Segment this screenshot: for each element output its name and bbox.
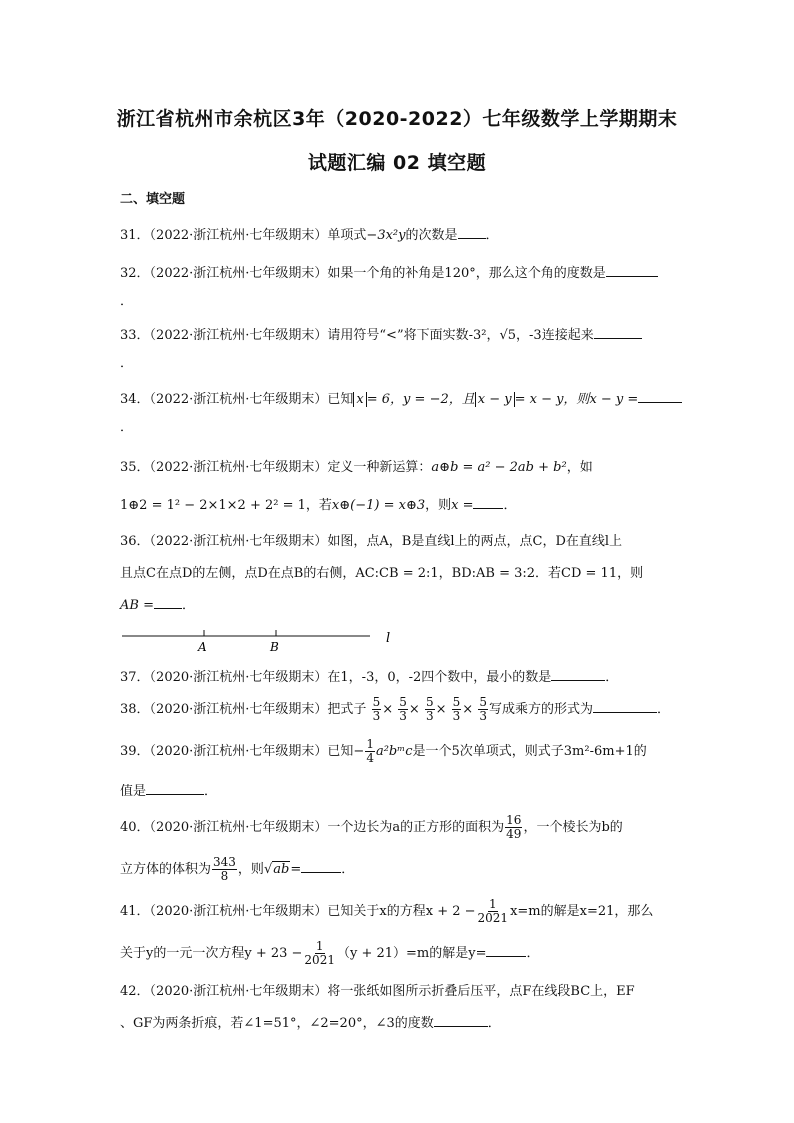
question-42-line-2: 、GF为两条折痕，若∠1=51°，∠2=20°，∠3的度数 ． bbox=[120, 1016, 501, 1031]
answer-blank[interactable] bbox=[606, 264, 658, 277]
label-l: l bbox=[386, 631, 391, 646]
answer-blank[interactable] bbox=[593, 700, 657, 713]
question-35-line-2: 1⊕2 = 1² − 2×1×2 + 2² = 1，若x⊕(−1) = x⊕3，则x = ． bbox=[120, 498, 517, 513]
answer-blank[interactable] bbox=[638, 390, 682, 403]
question-37: 37．（2020·浙江杭州·七年级期末）在1，-3，0，-2四个数中，最小的数是 ． bbox=[120, 670, 619, 685]
answer-blank[interactable] bbox=[146, 782, 204, 795]
answer-blank[interactable] bbox=[551, 668, 605, 681]
label-a: A bbox=[198, 640, 207, 654]
answer-blank[interactable] bbox=[594, 326, 642, 339]
answer-blank[interactable] bbox=[154, 596, 182, 609]
question-36-line-2: 且点C在点D的左侧，点D在点B的右侧，AC:CB = 2:1，BD:AB = 3:2．若CD = 11，则 bbox=[120, 566, 644, 581]
line-figure-36 bbox=[120, 622, 410, 656]
question-40-line-2: 立方体的体积为 $\frac{343}{8}$ ，则√ab= ． bbox=[120, 855, 355, 883]
answer-blank[interactable] bbox=[434, 1014, 488, 1027]
question-41: 41．（2020·浙江杭州·七年级期末）已知关于x的方程x + 2 − $\frac{1}{2021}$ x=m的解是x=21，那么 bbox=[120, 897, 654, 925]
question-33: 33．（2022·浙江杭州·七年级期末）请用符号“<”将下面实数-3²，√5，-3连接起来 bbox=[120, 324, 642, 343]
question-36-line-3: AB = ． bbox=[120, 598, 195, 613]
question-34: 34．（2022·浙江杭州·七年级期末）已知 x = 6，y = −2，且 x − y = x − y，则x − y = bbox=[120, 388, 682, 407]
question-40: 40．（2020·浙江杭州·七年级期末）一个边长为a的正方形的面积为 $\frac{16}{49}$ ，一个棱长为b的 bbox=[120, 813, 623, 841]
label-b: B bbox=[270, 640, 279, 654]
question-36: 36．（2022·浙江杭州·七年级期末）如图，点A，B是直线l上的两点，点C，D在直线l上 bbox=[120, 534, 623, 549]
question-41-line-2: 关于y的一元一次方程y + 23 − $\frac{1}{2021}$ （y + 21）=m的解是y= ． bbox=[120, 939, 540, 967]
question-31: 31．（2022·浙江杭州·七年级期末）单项式−3x²y的次数是 ． bbox=[120, 228, 499, 243]
answer-blank[interactable] bbox=[301, 860, 341, 873]
answer-blank[interactable] bbox=[473, 496, 503, 509]
doc-title-line-1: 浙江省杭州市余杭区3年（2020-2022）七年级数学上学期期末 bbox=[116, 108, 678, 130]
question-32: 32．（2022·浙江杭州·七年级期末）如果一个角的补角是120°，那么这个角的度数是 bbox=[120, 262, 658, 281]
question-39-line-2: 值是 ． bbox=[120, 784, 218, 799]
section-heading: 二、填空题 bbox=[120, 192, 186, 207]
question-39: 39．（2020·浙江杭州·七年级期末）已知− $\frac{1}{4}$ a²bᵐc是一个5次单项式，则式子3m²-6m+1的 bbox=[120, 737, 647, 765]
question-34-end: ． bbox=[120, 420, 134, 435]
question-42: 42．（2020·浙江杭州·七年级期末）将一张纸如图所示折叠后压平，点F在线段BC上，EF bbox=[120, 984, 635, 999]
answer-blank[interactable] bbox=[458, 226, 486, 239]
question-35: 35．（2022·浙江杭州·七年级期末）定义一种新运算：a⊕b = a² − 2ab + b²，如 bbox=[120, 460, 593, 475]
question-38: 38．（2020·浙江杭州·七年级期末）把式子 $\frac{5}{3}$ × $\frac{5}{3}$ × $\frac{5}{3}$ × $\frac{5}{3}$ × $\frac{5}{3}$ 写成乘方的形式为 ． bbox=[120, 695, 670, 723]
question-33-end: ． bbox=[120, 356, 134, 371]
answer-blank[interactable] bbox=[486, 944, 526, 957]
doc-title-line-2: 试题汇编 02 填空题 bbox=[307, 152, 487, 174]
question-32-end: ． bbox=[120, 294, 134, 309]
